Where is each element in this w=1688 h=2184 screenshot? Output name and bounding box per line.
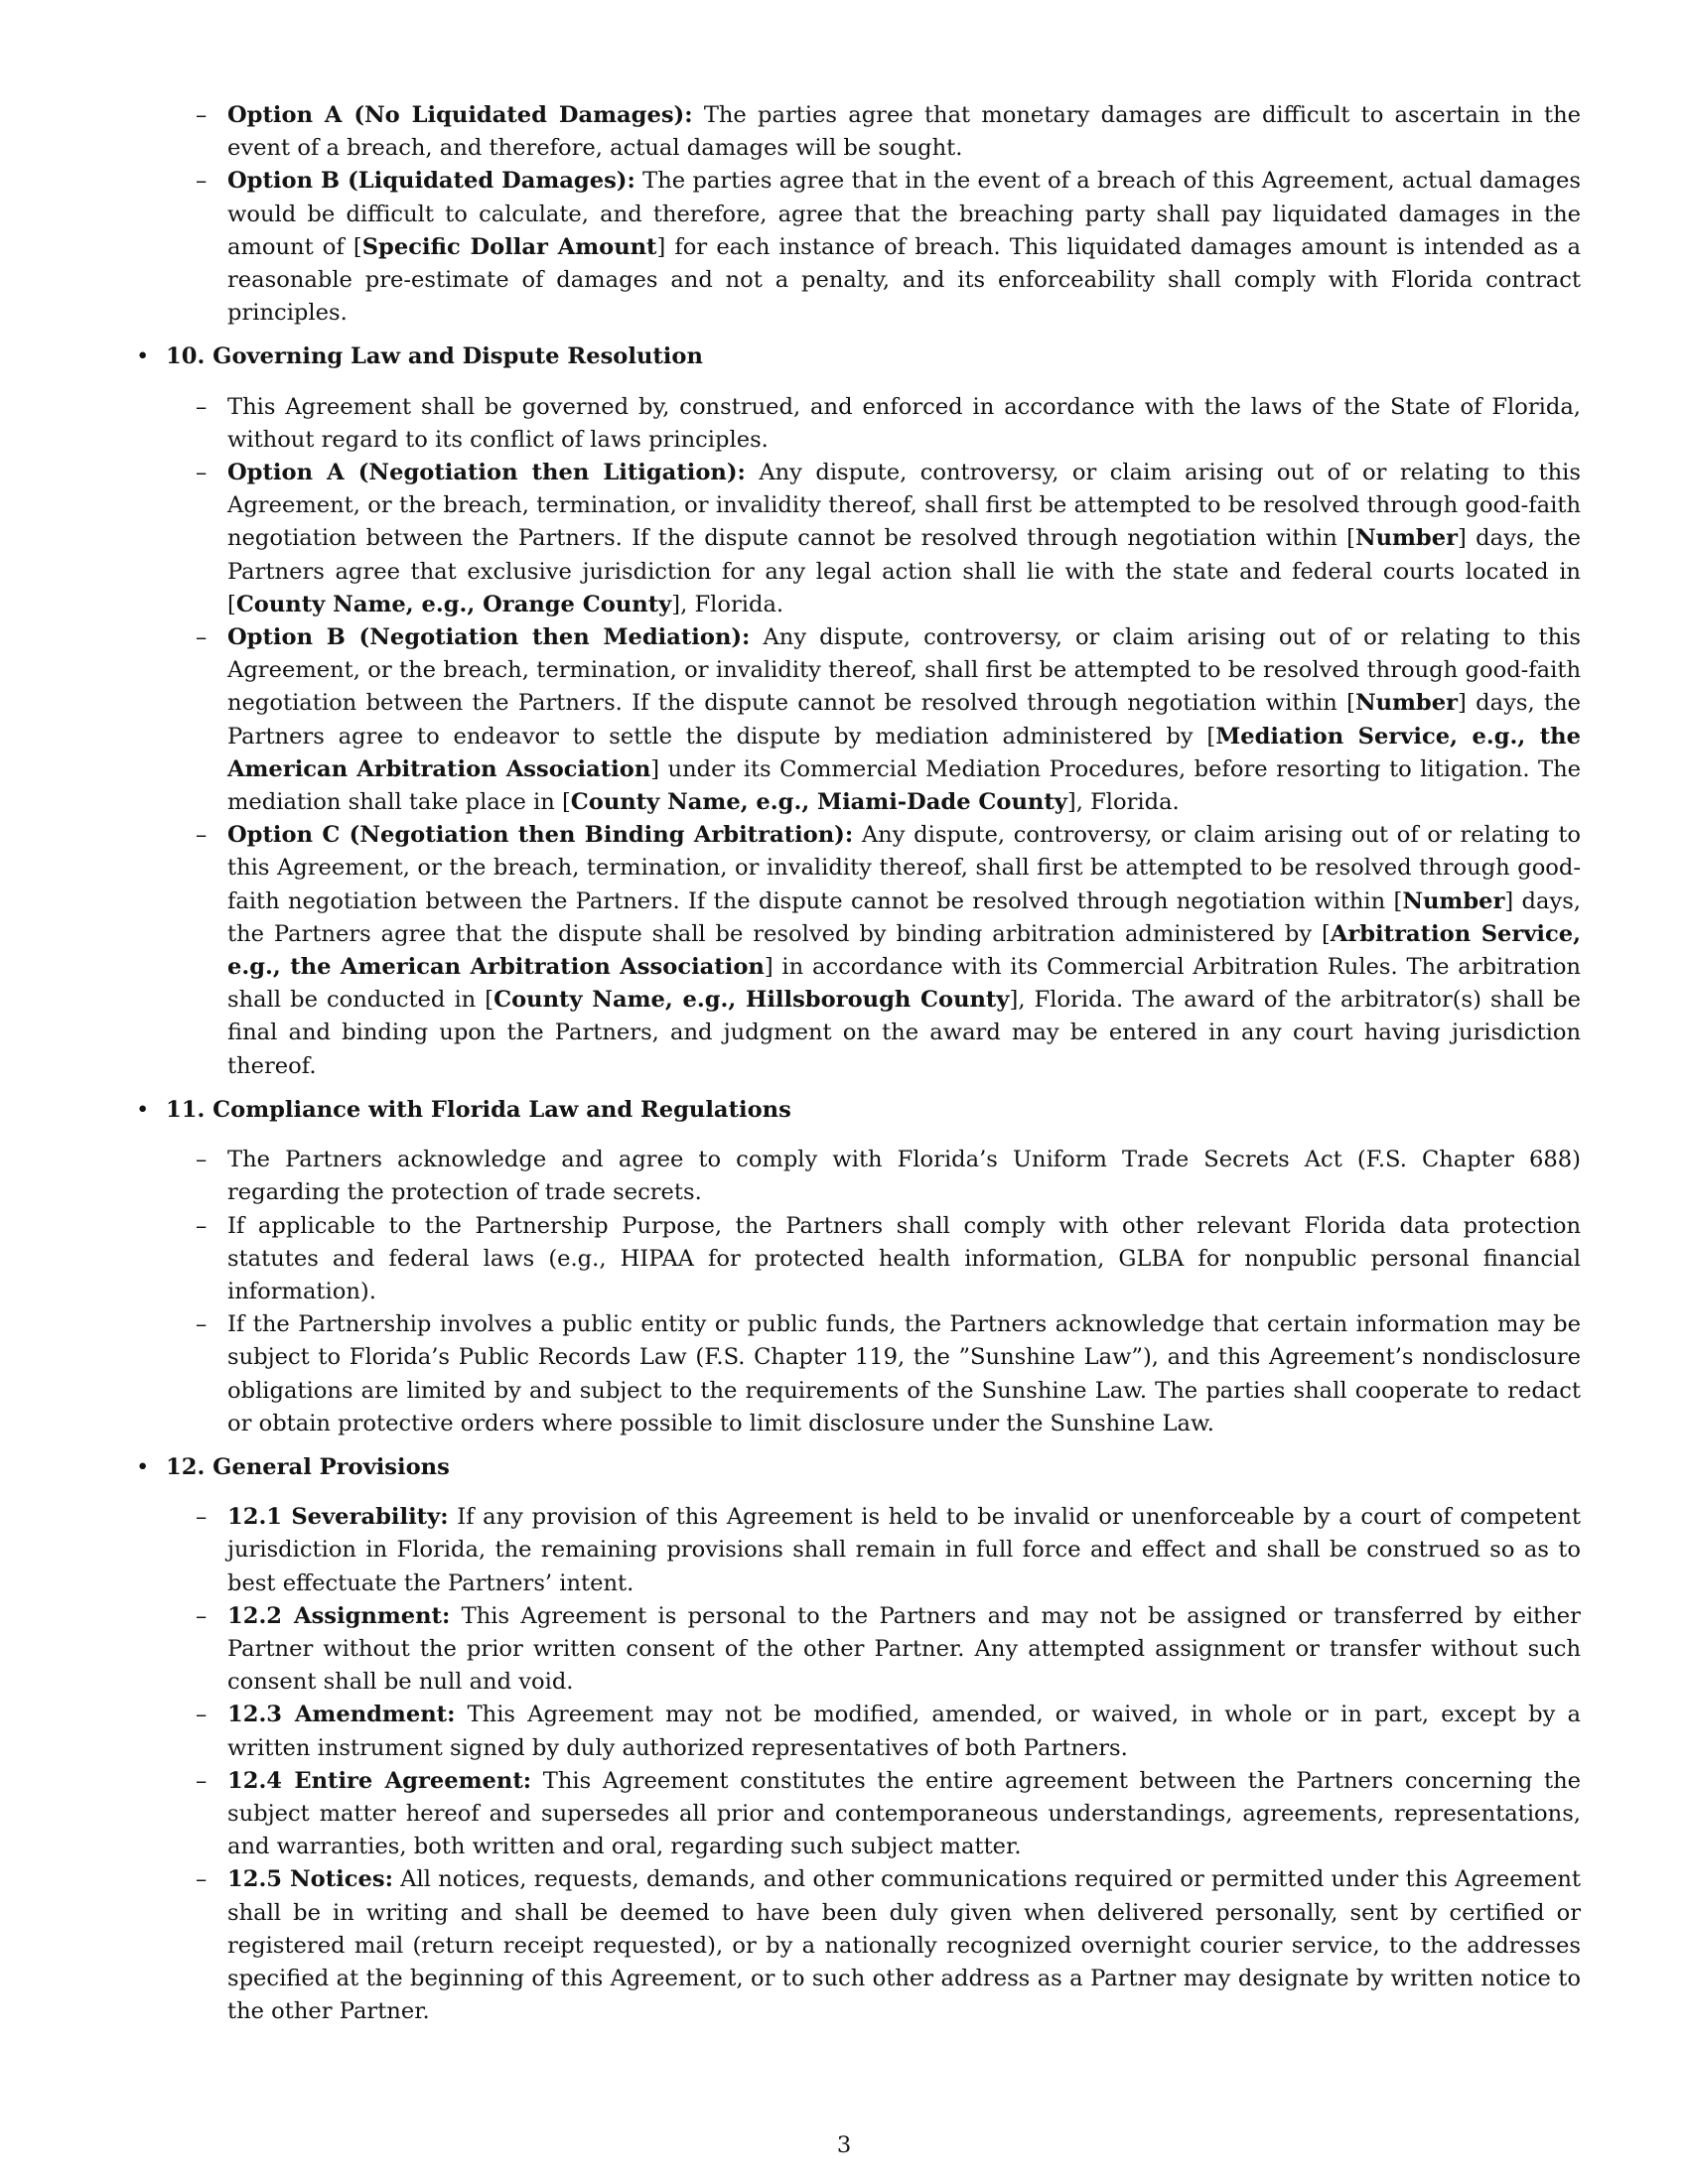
dash-marker: – xyxy=(196,822,208,849)
clause-text: The Partners acknowledge and agree to comply with Florida’s Uniform Trade Secrets Act (F.S. Chapter 688) regarding the protection of trade secrets. xyxy=(227,1147,1581,1206)
section-heading xyxy=(131,1451,1581,1484)
clause-item xyxy=(131,819,1581,1083)
placeholder-text: Number xyxy=(1354,525,1458,552)
clause-item xyxy=(131,1144,1581,1209)
clause-label: Option A (No Liquidated Damages): xyxy=(227,102,693,128)
placeholder-text: County Name, e.g., Miami-Dade County xyxy=(570,789,1067,816)
dash-marker: – xyxy=(196,393,208,420)
clause-item xyxy=(131,1210,1581,1309)
clause-text: If applicable to the Partnership Purpose, the Partners shall comply with other relevant Florida data protection statutes and federal laws (e.g., HIPAA for protected health information, GLBA for nonpublic personal financial information). xyxy=(227,1212,1581,1304)
section-heading-text: 10. Governing Law and Dispute Resolution xyxy=(166,343,703,370)
section xyxy=(131,341,1581,1082)
section-list xyxy=(131,341,1581,2028)
page-number: 3 xyxy=(836,2132,852,2158)
dash-marker: – xyxy=(196,460,208,486)
section-heading-text: 11. Compliance with Florida Law and Regulations xyxy=(166,1096,791,1123)
clause-text: This Agreement may not be modified, amended, or waived, in whole or in part, except by a written instrument signed by duly authorized representatives of both Partners. xyxy=(227,1702,1581,1761)
clause-label: Option A (Negotiation then Litigation): xyxy=(227,460,746,486)
clause-item xyxy=(131,621,1581,819)
placeholder-text: Number xyxy=(1354,690,1458,717)
bullet-marker: • xyxy=(136,1096,150,1123)
dash-marker: – xyxy=(196,1602,208,1629)
clause-label: Option B (Negotiation then Mediation): xyxy=(227,624,751,651)
clause-text: The parties agree that in the event of a breach of this Agreement, actual damages would be difficult to calculate, and therefore, agree that the breaching party shall pay liquidated damages in the amount of [ xyxy=(227,168,1582,260)
placeholder-text: Number xyxy=(1402,887,1505,914)
clause-label: 12.1 Severability: xyxy=(227,1504,449,1531)
clause-label: 12.2 Assignment: xyxy=(227,1602,451,1629)
dash-marker: – xyxy=(196,1767,208,1794)
clause-text: Any dispute, controversy, or claim arising out of or relating to this Agreement, or the breach, termination, or invalidity thereof, shall first be attempted to be resolved through good-faith negotiation between the Partners. If the dispute cannot be resolved through negotiation within [ xyxy=(227,624,1581,717)
placeholder-text: Specific Dollar Amount xyxy=(361,233,657,260)
page-content xyxy=(131,99,1581,2028)
clause-text: This Agreement constitutes the entire agreement between the Partners concerning the subject matter hereof and supersedes all prior and contemporaneous understandings, agreements, representations, and warranties, both written and oral, regarding such subject matter. xyxy=(227,1767,1582,1860)
dash-marker: – xyxy=(196,1504,208,1531)
clause-list xyxy=(131,1501,1581,2028)
clause-label: 12.3 Amendment: xyxy=(227,1702,456,1728)
dash-marker: – xyxy=(196,1212,208,1239)
clause-text: ], Florida. xyxy=(1066,789,1180,816)
clause-text: This Agreement shall be governed by, construed, and enforced in accordance with the laws of the State of Florida, without regard to its conflict of laws principles. xyxy=(227,393,1581,453)
clause-item xyxy=(131,1863,1581,2028)
dash-marker: – xyxy=(196,624,208,651)
clause-text: If the Partnership involves a public entity or public funds, the Partners acknowledge that certain information may be subject to Florida’s Public Records Law (F.S. Chapter 119, the ”Sunshine Law”), and this Agreement’s nondisclosure obligations are limited by and subject to the requirements of the Sunshine Law. The parties shall cooperate to redact or obtain protective orders where possible to limit disclosure under the Sunshine Law. xyxy=(227,1311,1581,1436)
section xyxy=(131,1094,1581,1440)
clause-list xyxy=(131,1144,1581,1440)
clause-text: The parties agree that monetary damages are difficult to ascertain in the event of a breach, and therefore, actual damages will be sought. xyxy=(227,102,1581,162)
option-item xyxy=(131,99,1581,165)
dash-marker: – xyxy=(196,1311,208,1338)
continued-option-list xyxy=(131,99,1581,330)
section-heading-text: 12. General Provisions xyxy=(166,1453,450,1480)
clause-text: ] in accordance with its Commercial Arbitration Rules. The arbitration shall be conducted in [ xyxy=(227,954,1581,1014)
clause-text: ], Florida. xyxy=(671,591,784,617)
placeholder-text: Mediation Service, e.g., the American Arbitration Association xyxy=(227,723,1581,782)
clause-text: ] days, the Partners agree that the dispute shall be resolved by binding arbitration administered by [ xyxy=(227,887,1581,947)
clause-label: 12.4 Entire Agreement: xyxy=(227,1767,532,1794)
placeholder-text: Arbitration Service, e.g., the American Arbitration Association xyxy=(227,920,1581,981)
clause-item xyxy=(131,1600,1581,1700)
section-heading xyxy=(131,1094,1581,1127)
dash-marker: – xyxy=(196,168,208,195)
bullet-marker: • xyxy=(136,343,150,370)
clause-item xyxy=(131,1765,1581,1864)
clause-item xyxy=(131,1308,1581,1440)
clause-text: Any dispute, controversy, or claim arising out of or relating to this Agreement, or the breach, termination, or invalidity thereof, shall first be attempted to be resolved through good-faith negotiation between the Partners. If the dispute cannot be resolved through negotiation within [ xyxy=(227,822,1581,914)
clause-text: All notices, requests, demands, and other communications required or permitted under this Agreement shall be in writing and shall be deemed to have been duly given when delivered personally, sent by certified or registered mail (return receipt requested), or by a nationally recognized overnight courier service, to the addresses specified at the beginning of this Agreement, or to such other address as a Partner may designate by written notice to the other Partner. xyxy=(227,1866,1581,2025)
dash-marker: – xyxy=(196,1147,208,1173)
clause-text: Any dispute, controversy, or claim arising out of or relating to this Agreement, or the breach, termination, or invalidity thereof, shall first be attempted to be resolved through good-faith negotiation between the Partners. If the dispute cannot be resolved through negotiation within [ xyxy=(227,460,1581,552)
dash-marker: – xyxy=(196,1866,208,1893)
clause-item xyxy=(131,391,1581,457)
option-item xyxy=(131,165,1581,330)
clause-text: ] for each instance of breach. This liquidated damages amount is intended as a reasonable pre-estimate of damages and not a penalty, and its enforceability shall comply with Florida contract principles. xyxy=(227,233,1581,327)
placeholder-text: County Name, e.g., Orange County xyxy=(235,591,672,617)
clause-text: ] days, the Partners agree to endeavor to settle the dispute by mediation administered by [ xyxy=(227,690,1581,750)
clause-text: ] days, the Partners agree that exclusive jurisdiction for any legal action shall lie with the state and federal courts located in [ xyxy=(227,525,1581,617)
clause-item xyxy=(131,457,1581,621)
clause-list xyxy=(131,391,1581,1083)
section-heading xyxy=(131,341,1581,373)
clause-label: 12.5 Notices: xyxy=(227,1866,393,1893)
clause-text: This Agreement is personal to the Partners and may not be assigned or transferred by either Partner without the prior written consent of the other Partner. Any attempted assignment or transfer without such consent shall be null and void. xyxy=(227,1602,1581,1696)
clause-text: ], Florida. The award of the arbitrator(s) shall be final and binding upon the Partners, and judgment on the award may be entered in any court having jurisdiction thereof. xyxy=(227,987,1581,1079)
placeholder-text: County Name, e.g., Hillsborough County xyxy=(493,987,1010,1014)
clause-item xyxy=(131,1699,1581,1764)
clause-item xyxy=(131,1501,1581,1600)
dash-marker: – xyxy=(196,1702,208,1728)
clause-text: ] under its Commercial Mediation Procedures, before resorting to litigation. The mediation shall take place in [ xyxy=(227,755,1581,816)
section xyxy=(131,1451,1581,2028)
clause-label: Option C (Negotiation then Binding Arbitration): xyxy=(227,822,854,849)
clause-text: If any provision of this Agreement is held to be invalid or unenforceable by a court of competent jurisdiction in Florida, the remaining provisions shall remain in full force and effect and shall be construed so as to best effectuate the Partners’ intent. xyxy=(227,1504,1581,1596)
bullet-marker: • xyxy=(136,1453,150,1480)
clause-label: Option B (Liquidated Damages): xyxy=(227,168,635,195)
dash-marker: – xyxy=(196,102,208,128)
